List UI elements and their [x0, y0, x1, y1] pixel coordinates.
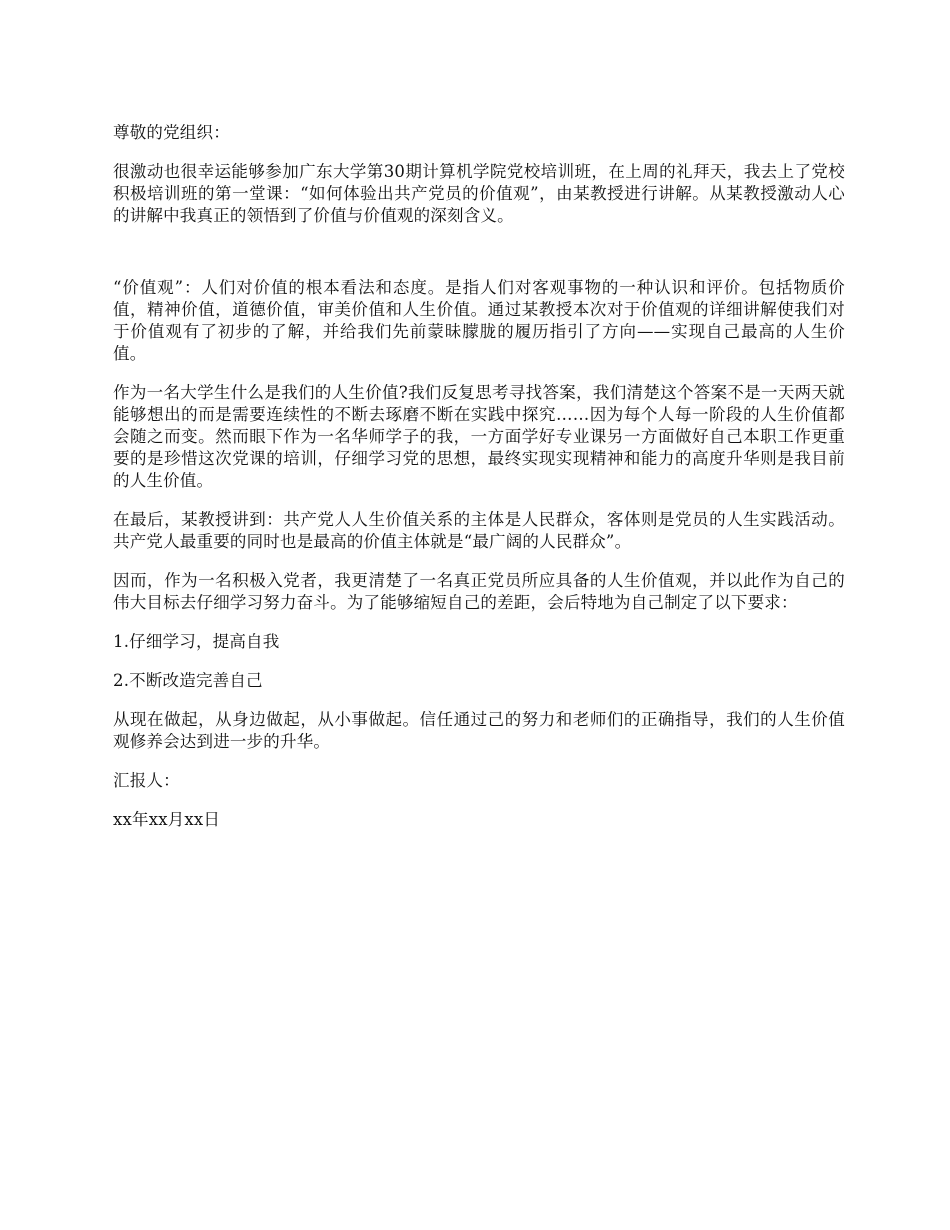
requirement-item-1: 1.仔细学习，提高自我 — [113, 632, 280, 651]
document-body — [113, 122, 845, 848]
requirement-item-2: 2.不断改造完善自己 — [113, 671, 263, 690]
paragraph-resolution: 因而，作为一名积极入党者，我更清楚了一名真正党员所应具备的人生价值观，并以此作为自己的伟大目标去仔细学习努力奋斗。为了能够缩短自己的差距，会后特地为自己制定了以下要求： — [113, 571, 845, 612]
paragraph-student-values: 作为一名大学生什么是我们的人生价值?我们反复思考寻找答案，我们清楚这个答案不是一天两天就能够想出的而是需要连续性的不断去琢磨不断在实践中探究……因为每个人每一阶段的人生价值都会随之而变。然而眼下作为一名华师学子的我，一方面学好专业课另一方面做好自己本职工作更重要的是珍惜这次党课的培训，仔细学习党的思想，最终实现实现精神和能力的高度升华则是我目前的人生价值。 — [113, 383, 845, 490]
paragraph-professor-conclusion: 在最后，某教授讲到：共产党人人生价值关系的主体是人民群众，客体则是党员的人生实践活动。共产党人最重要的同时也是最高的价值主体就是“最广阔的人民群众”。 — [113, 510, 845, 551]
paragraph-intro: 很激动也很幸运能够参加广东大学第30期计算机学院党校培训班，在上周的礼拜天，我去上了党校积极培训班的第一堂课：“如何体验出共产党员的价值观”，由某教授进行讲解。从某教授激动人心的讲解中我真正的领悟到了价值与价值观的深刻含义。 — [113, 162, 845, 225]
reporter-label: 汇报人： — [113, 771, 180, 790]
salutation: 尊敬的党组织： — [113, 123, 230, 142]
paragraph-values-definition: “价值观”：人们对价值的根本看法和态度。是指人们对客观事物的一种认识和评价。包括物质价值，精神价值，道德价值，审美价值和人生价值。通过某教授本次对于价值观的详细讲解使我们对于价值观有了初步的了解，并给我们先前蒙昧朦胧的履历指引了方向——实现自己最高的人生价值。 — [113, 278, 845, 363]
paragraph-closing: 从现在做起，从身边做起，从小事做起。信任通过己的努力和老师们的正确指导，我们的人生价值观修养会达到进一步的升华。 — [113, 710, 845, 751]
date-line: xx年xx月xx日 — [113, 810, 221, 829]
